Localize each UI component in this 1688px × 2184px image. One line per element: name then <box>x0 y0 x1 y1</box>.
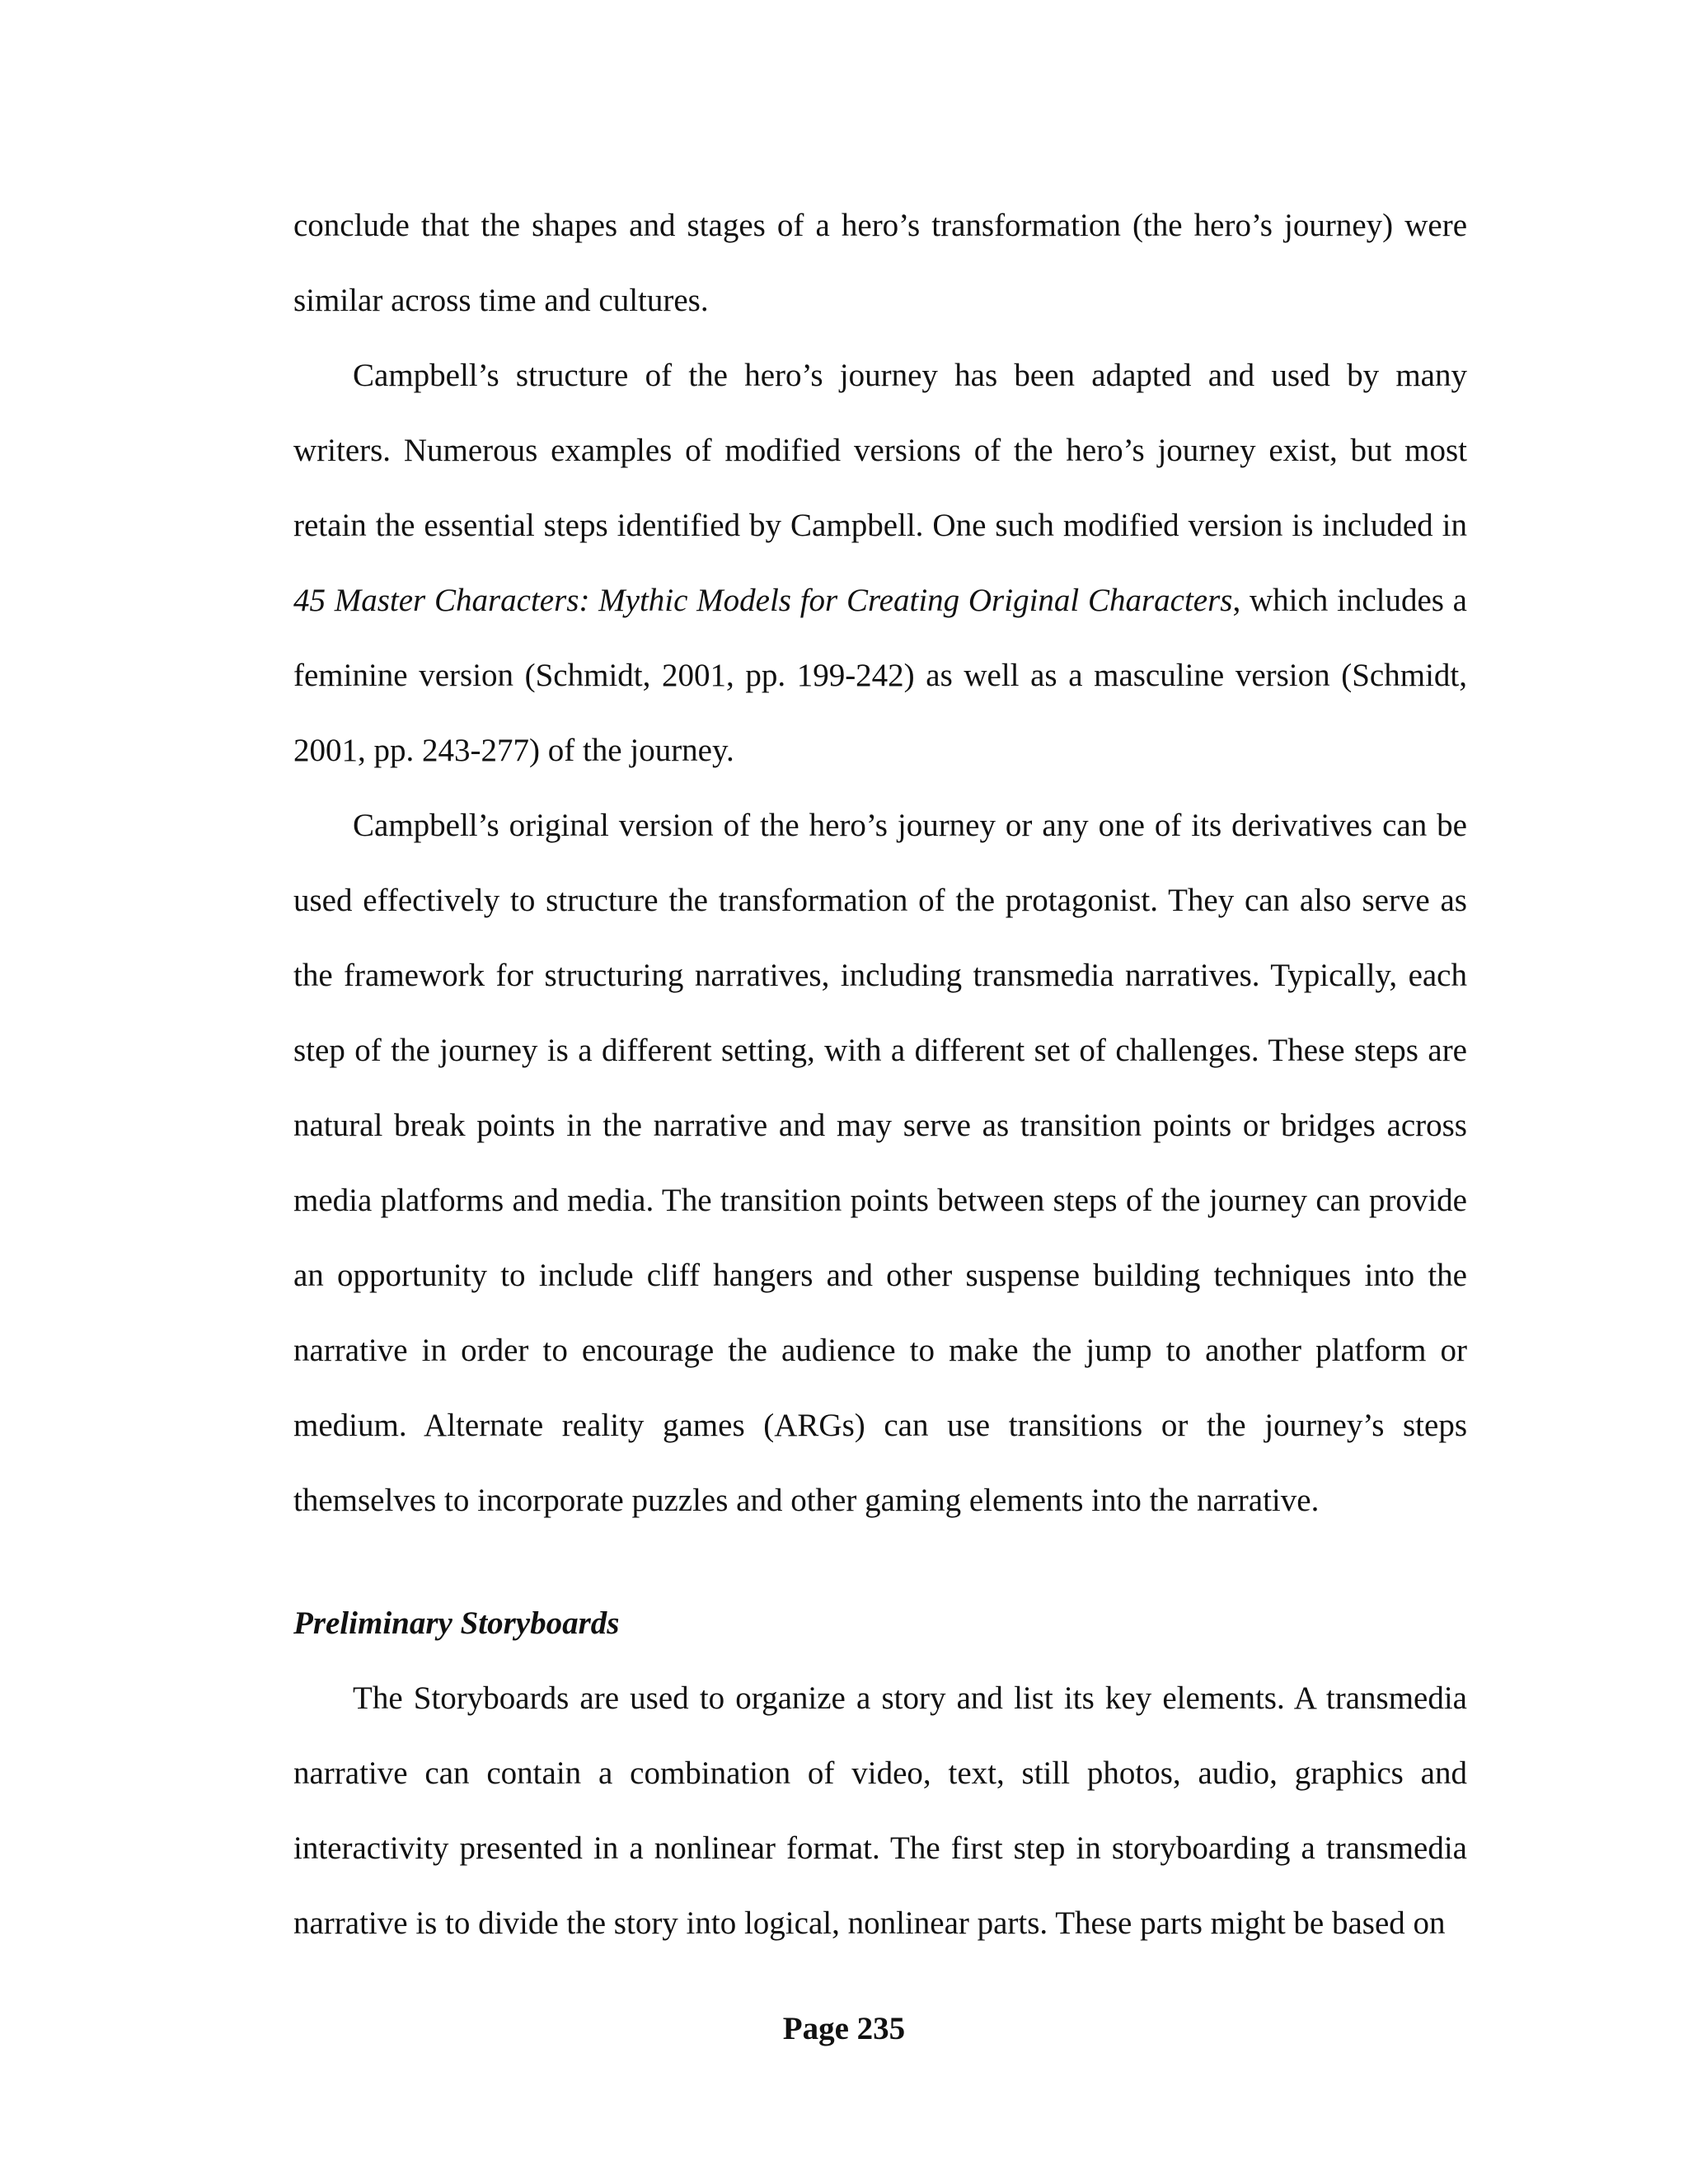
paragraph-text: , which includes a feminine version (Schmidt, 2001, pp. 199-242) as well as a masculine version (Schmidt, 2001, pp. 243-277) of the journey. <box>293 583 1467 768</box>
paragraph-continuation: conclude that the shapes and stages of a hero’s transformation (the hero’s journey) were similar across time and cultures. <box>293 208 1467 318</box>
paragraph-campbell-structure <box>293 338 1467 788</box>
paragraph-text: Campbell’s structure of the hero’s journey has been adapted and used by many writers. Numerous examples of modified versions of the hero’s journey exist, but most retain the essential steps identified by Campbell. One such modified version is included in <box>293 358 1467 543</box>
book-title: 45 Master Characters: Mythic Models for Creating Original Characters <box>293 583 1233 618</box>
paragraph-storyboards: The Storyboards are used to organize a story and list its key elements. A transmedia narrative can contain a combination of video, text, still photos, audio, graphics and interactivity presented in a nonlinear format. The first step in storyboarding a transmedia narrative is to divide the story into logical, nonlinear parts. These parts might be based on <box>293 1680 1467 1941</box>
page-body <box>293 188 1467 1961</box>
paragraph-campbell-original: Campbell’s original version of the hero’s journey or any one of its derivatives can be used effectively to structure the transformation of the protagonist. They can also serve as the framework for structuring narratives, including transmedia narratives. Typically, each step of the journey is a different setting, with a different set of challenges. These steps are natural break points in the narrative and may serve as transition points or bridges across media platforms and media. The transition points between steps of the journey can provide an opportunity to include cliff hangers and other suspense building techniques into the narrative in order to encourage the audience to make the jump to another platform or medium. Alternate reality games (ARGs) can use transitions or the journey’s steps themselves to incorporate puzzles and other gaming elements into the narrative. <box>293 808 1467 1518</box>
section-heading: Preliminary Storyboards <box>293 1605 620 1641</box>
page-number: Page 235 <box>782 2011 906 2046</box>
